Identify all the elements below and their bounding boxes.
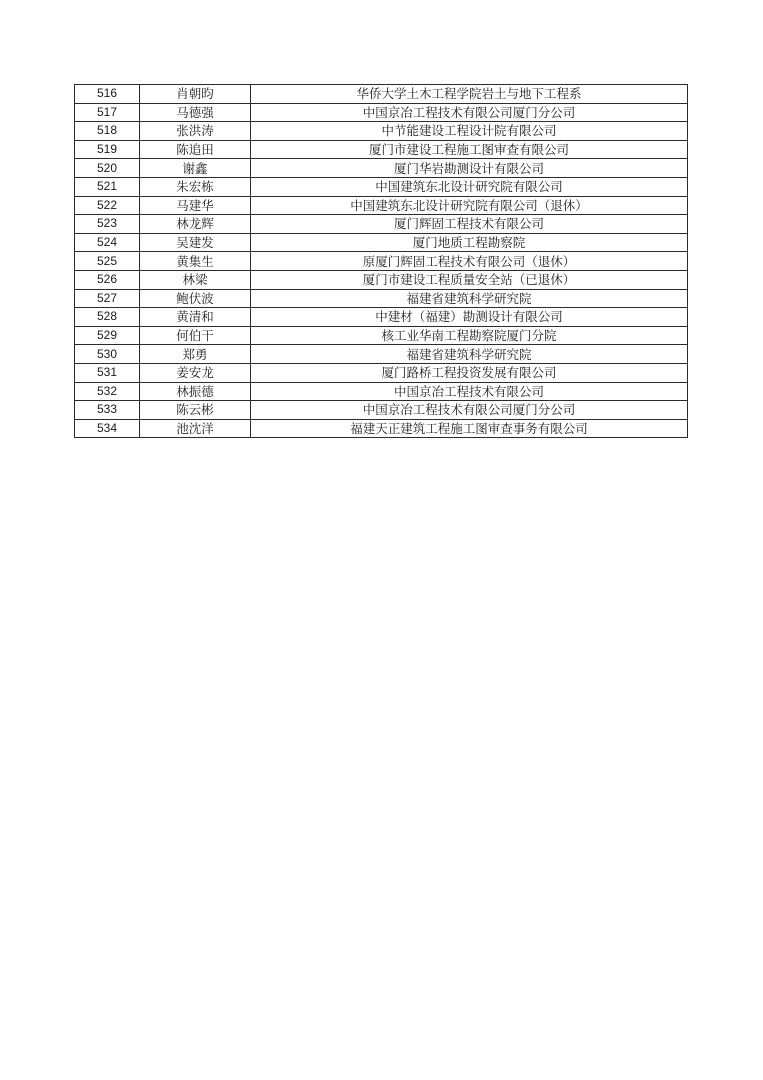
organization-cell: 厦门华岩勘测设计有限公司 <box>251 159 688 178</box>
organization-cell: 原厦门辉固工程技术有限公司（退休） <box>251 252 688 271</box>
organization-cell: 中节能建设工程设计院有限公司 <box>251 122 688 141</box>
organization-cell: 福建天正建筑工程施工图审查事务有限公司 <box>251 419 688 438</box>
row-number-cell: 531 <box>75 363 140 382</box>
table-row <box>75 159 688 178</box>
organization-cell: 厦门辉固工程技术有限公司 <box>251 215 688 234</box>
person-name-cell: 肖朝昀 <box>140 85 251 104</box>
row-number-cell: 516 <box>75 85 140 104</box>
row-number-cell: 524 <box>75 233 140 252</box>
person-name-cell: 陈追田 <box>140 140 251 159</box>
organization-cell: 华侨大学土木工程学院岩土与地下工程系 <box>251 85 688 104</box>
person-name-cell: 黄清和 <box>140 308 251 327</box>
person-name-cell: 鲍伏波 <box>140 289 251 308</box>
row-number-cell: 532 <box>75 382 140 401</box>
table-row <box>75 382 688 401</box>
table-row <box>75 308 688 327</box>
table-row <box>75 196 688 215</box>
organization-cell: 厦门路桥工程投资发展有限公司 <box>251 363 688 382</box>
table-row <box>75 252 688 271</box>
person-name-cell: 马建华 <box>140 196 251 215</box>
row-number-cell: 517 <box>75 103 140 122</box>
table-row <box>75 140 688 159</box>
person-name-cell: 林振德 <box>140 382 251 401</box>
row-number-cell: 528 <box>75 308 140 327</box>
person-name-cell: 马德强 <box>140 103 251 122</box>
person-name-cell: 朱宏栋 <box>140 177 251 196</box>
person-name-cell: 陈云彬 <box>140 401 251 420</box>
organization-cell: 中国京冶工程技术有限公司厦门分公司 <box>251 401 688 420</box>
person-name-cell: 张洪涛 <box>140 122 251 141</box>
row-number-cell: 522 <box>75 196 140 215</box>
table-row <box>75 85 688 104</box>
organization-cell: 中国京冶工程技术有限公司厦门分公司 <box>251 103 688 122</box>
table-row <box>75 363 688 382</box>
table-row <box>75 177 688 196</box>
row-number-cell: 525 <box>75 252 140 271</box>
organization-cell: 福建省建筑科学研究院 <box>251 289 688 308</box>
row-number-cell: 527 <box>75 289 140 308</box>
person-name-cell: 黄集生 <box>140 252 251 271</box>
organization-cell: 厦门市建设工程质量安全站（已退休） <box>251 270 688 289</box>
organization-cell: 中建材（福建）勘测设计有限公司 <box>251 308 688 327</box>
person-name-cell: 林梁 <box>140 270 251 289</box>
row-number-cell: 523 <box>75 215 140 234</box>
person-name-cell: 谢鑫 <box>140 159 251 178</box>
person-name-cell: 吴建发 <box>140 233 251 252</box>
row-number-cell: 526 <box>75 270 140 289</box>
row-number-cell: 521 <box>75 177 140 196</box>
table-row <box>75 103 688 122</box>
table-row <box>75 419 688 438</box>
organization-cell: 福建省建筑科学研究院 <box>251 345 688 364</box>
organization-cell: 核工业华南工程勘察院厦门分院 <box>251 326 688 345</box>
row-number-cell: 518 <box>75 122 140 141</box>
table-row <box>75 270 688 289</box>
row-number-cell: 534 <box>75 419 140 438</box>
table-row <box>75 215 688 234</box>
person-name-cell: 池沈洋 <box>140 419 251 438</box>
table-row <box>75 233 688 252</box>
table-row <box>75 401 688 420</box>
organization-cell: 中国建筑东北设计研究院有限公司（退休） <box>251 196 688 215</box>
organization-cell: 中国京冶工程技术有限公司 <box>251 382 688 401</box>
roster-table <box>74 84 688 438</box>
row-number-cell: 533 <box>75 401 140 420</box>
table-row <box>75 122 688 141</box>
person-name-cell: 姜安龙 <box>140 363 251 382</box>
table-row <box>75 289 688 308</box>
roster-table-body <box>75 85 688 438</box>
organization-cell: 厦门市建设工程施工图审查有限公司 <box>251 140 688 159</box>
organization-cell: 厦门地质工程勘察院 <box>251 233 688 252</box>
person-name-cell: 郑勇 <box>140 345 251 364</box>
row-number-cell: 520 <box>75 159 140 178</box>
row-number-cell: 529 <box>75 326 140 345</box>
person-name-cell: 林龙辉 <box>140 215 251 234</box>
person-name-cell: 何伯干 <box>140 326 251 345</box>
row-number-cell: 519 <box>75 140 140 159</box>
table-row <box>75 326 688 345</box>
organization-cell: 中国建筑东北设计研究院有限公司 <box>251 177 688 196</box>
table-row <box>75 345 688 364</box>
row-number-cell: 530 <box>75 345 140 364</box>
